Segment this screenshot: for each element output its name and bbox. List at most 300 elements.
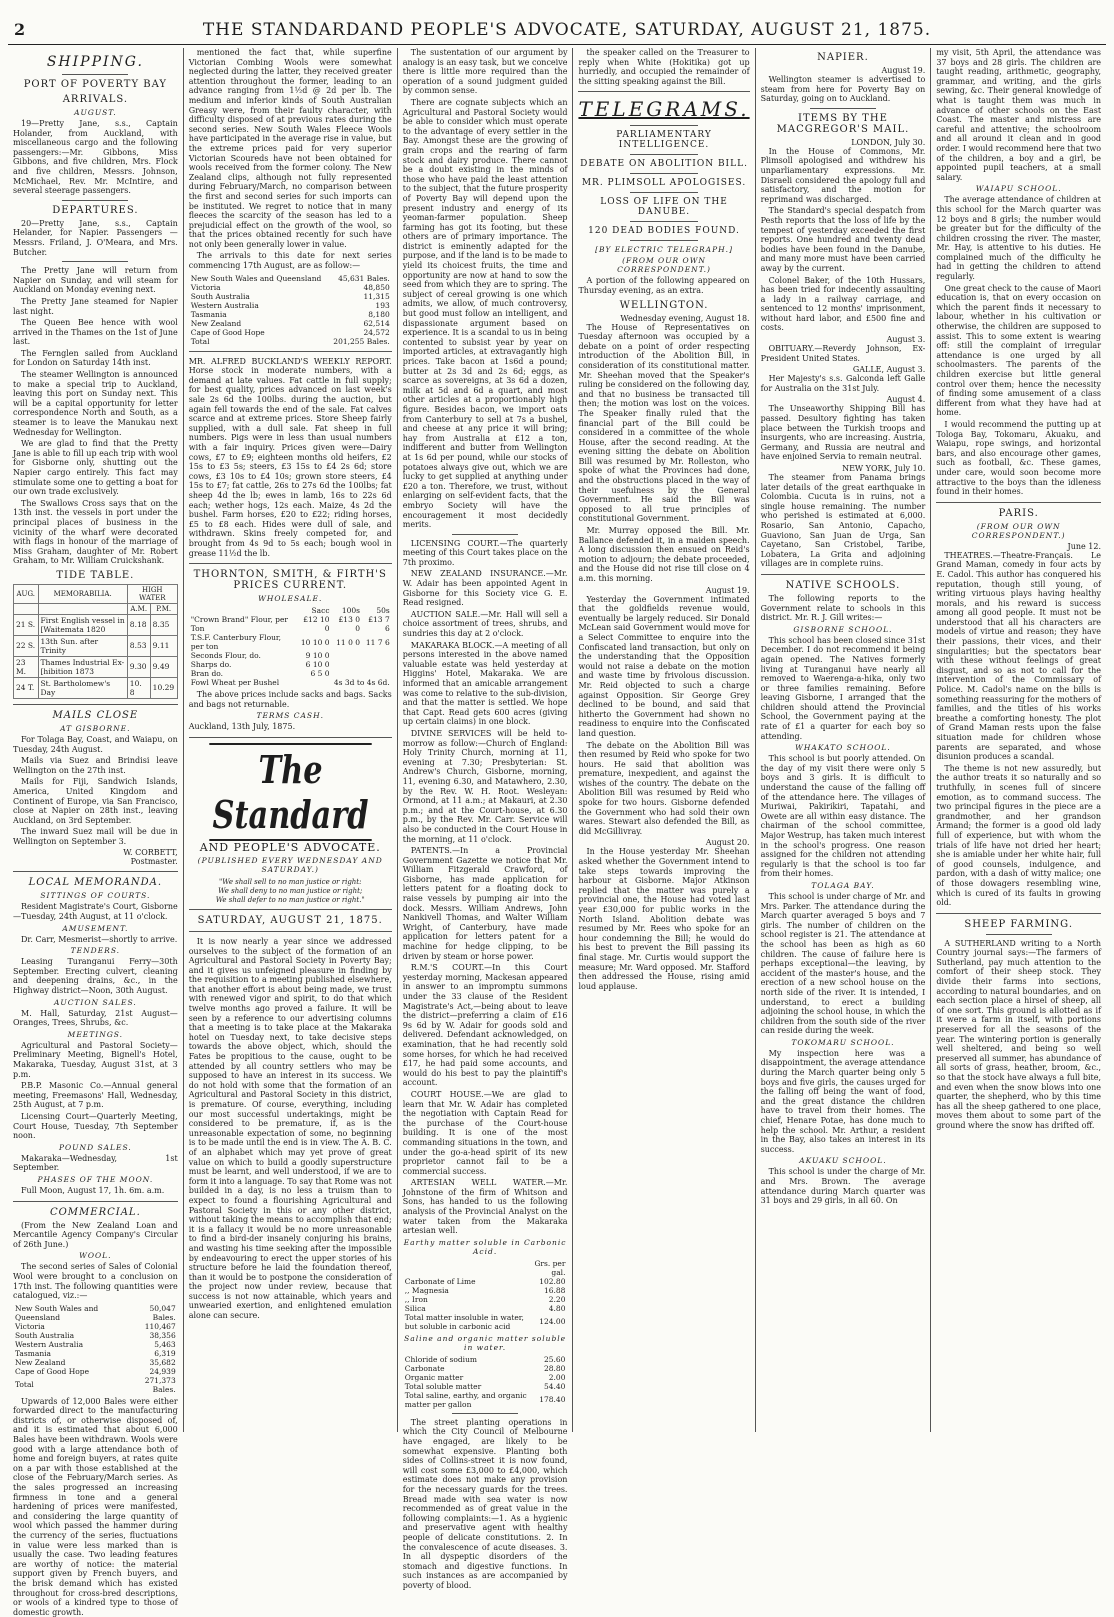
dateline: June 12. [1067,541,1102,551]
analysis-value: 2.00 [548,1372,566,1382]
price-cell: £12 10 0 [303,615,330,634]
stats-value: 45,631 Bales. [338,273,390,283]
stats-label: Western Australia [190,300,259,310]
analysis-value: 2.20 [548,1294,566,1304]
school-text: This school is but poorly attended. On the day of my visit there were only 5 boys and 3 girls. It is difficult to understand the cause of the falling off of the attendance here. The villages of Muriwai, Pakirikiri, Tapatahi, and Owete are all within easy distance. The chairman of the school committee, Major Westrup, has taken much interest in the school's progress. One reason assigned for the children not attending regularly is that the school is too far from their homes. [760,754,926,879]
motto-line: "We shall sell to no man justice or right: [218,877,362,886]
tide-table-heading: TIDE TABLE. [56,569,135,581]
analysis-label: Chloride of sodium [404,1354,478,1364]
local-news: PATENTS.—In a Provincial Government Gazette we notice that Mr. William Fitzgerald Crawford, of Gisborne, has made application for letters patent for a floating dock to raise vessels by pumping air into the dock. Messrs. William Andrews, John Nankivell Thomas, and Walter William Wright, of Canterbury, have made application for letters patent for a machine for hedge clipping, to be driven by steam or horse power. [402,846,568,961]
price-cell: Sharps do. [190,660,232,670]
items-text: Her Majesty's s.s. Galconda left Galle for Australia on the 31st July. [760,374,926,393]
divider [630,173,698,174]
price-cell [332,660,362,669]
flag-subtitle: AND PEOPLE'S ADVOCATE. [199,840,381,854]
commercial-heading: COMMERCIAL. [49,1206,141,1218]
divider [13,704,178,705]
table-row [13,1331,178,1340]
stats-label: Victoria [15,1321,45,1331]
from-correspondent: (FROM OUR OWN CORRESPONDENT.) [617,256,711,275]
column-3 [397,48,573,1590]
dateline: GALLE, August 3. [852,365,926,375]
divider [62,200,128,201]
divider [630,192,698,193]
analysis-value: 54.40 [543,1381,566,1391]
dateline: August 4. [886,395,926,405]
tide-cell: 24 T. [14,677,39,698]
divider [62,74,128,75]
school-text: I would recommend the putting up at Tologa Bay, Tokomaru, Akuaku, and Waiapu, rope swings, and horizontal bars, and also encourage other games, such as football, &c. These games, under care, would soon become more attractive to the boys than the idleness found in their homes. [936,419,1102,497]
price-cell: T.S.F. Canterbury Flour, per ton [190,633,282,652]
price-cell: 6 5 0 [310,669,330,679]
stats-value: 35,682 [149,1357,176,1367]
mails-heading: MAILS CLOSE [52,709,139,721]
school-heading: WAIAPU SCHOOL. [975,184,1062,194]
editorial-dateline: SATURDAY, AUGUST 21, 1875. [197,914,383,926]
table-row [403,1295,568,1304]
stats-label: Tasmania [190,309,227,319]
divider [936,913,1101,914]
column-5 [755,48,931,1432]
tenders-heading: TENDERS. [70,946,121,956]
telegram-headline: 120 DEAD BODIES FOUND. [588,226,740,237]
prices-note: The above prices include sacks and bags. Sacks and bags not returnable. [188,690,392,709]
school-heading: WHAKATO SCHOOL. [795,743,891,753]
arrivals-month: AUGUST. [74,108,117,117]
price-cell: 11 0 0 [336,637,361,647]
local-news: R.M.'S COURT.—In this Court yesterday morning, Mackesan appeared in answer to an impromptu summons under the 33 clause of the Resident Magistrate's Act,—being about to leave the district—preferring a claim of £16 9s 6d by W. Adair for goods sold and delivered. Defendant acknowledged, on examination, that he had recently sold some horses, for which he had received £17, he had paid some accounts, and would do his best to pay the plaintiff's account. [402,963,568,1088]
table-row [189,660,392,669]
divider [630,154,698,155]
auction-heading: AUCTION SALES. [53,997,137,1007]
table-row [13,1304,178,1322]
table-row [189,292,392,301]
divider [936,502,1101,503]
items-text: The steamer from Panama brings later details of the great earthquake in Colombia. Cucuta is in ruins, not a single house remaining. The number who perished is estimated at 6,000. Rosario, San Antonio, Capacho, Guaviono, San Juan de Urga, San Cayetano, San Cristobel, Taribe, Lobatera, La Grita and adjoining villages are in complete ruins. [760,473,926,569]
stats-label: South Australia [190,291,250,301]
table-row [189,319,392,328]
dateline: August 19. [881,66,926,75]
tide-cell: First English vessel in [Waitemata 1820 [38,614,127,635]
arrivals-intro: The arrivals to this date for next series commencing 17th August, are as follow:— [188,251,392,271]
port-heading: PORT OF POVERTY BAY [23,79,167,90]
price-cell [362,669,392,678]
prices-head [189,606,298,615]
mails-text: The inward Suez mail will be due in Wellington on September 3. [13,827,178,846]
stats-value: 193 [375,300,390,310]
items-text: OBITUARY.—Reverdy Johnson, Ex-President United States. [760,344,926,363]
stats-value: 48,850 [363,282,390,292]
school-heading: TOLAGA BAY. [811,880,875,890]
local-news: LICENSING COURT.—The quarterly meeting of this Court takes place on the 7th proximo. [402,538,568,567]
paris-text: The theme is not new assuredly, but the author treats it so naturally and so truthfully, in scenes full of sincere emotion, as to command success. The two principal figures in the piece are a grandmother, and her grandson Armand; the former is a good old lady full of experience, but with whom the trials of life have not dried her heart; she is amiable under her white hair, full of good counsels, indulgence, and pardon, with a dash of witty malice; one of those dowagers resembling wine, which is cured of its faults in growing old. [936,763,1102,908]
items-text: The Unseaworthy Shipping Bill has passed. Desultory fighting has taken place between the Turkish troops and insurgents, who are increasing. Austria, Germany, and Russia are neutral and have enjoined Servia to remain neutral. [760,404,926,462]
stats-label: New South Wales and Queensland [190,273,322,283]
amusement-heading: AMUSEMENT. [62,923,129,933]
table-row [189,301,392,310]
meetings-text: Agricultural and Pastoral Society—Preliminary Meeting, Bignell's Hotel, Makaraka, Tuesday, August 31st, at 3 p.m. [13,1040,178,1079]
paris-text: THEATRES.—Theatre-Français. Le Grand Maman, comedy in four acts by E. Cadol. This author has conquered his reputation, though still young, of writing virtuous plays having healthy morals, and his reward is success among all good people. It must not be understood that all his characters are models of virtue and reason; they have their passions, their vices, and their singularities; but the spectators bear with these without feelings of great disgust, and so as not to call for the intervention of the Commissary of Police. M. Cadol's name on the bills is something reassuring for the mothers of families, and the titles of his works breathe a comforting honesty. The plot of Grand Maman rests upon the false situation made for children whose parents are separated, and whose disunion produces a scandal. [936,550,1102,762]
local-memoranda-heading: LOCAL MEMORANDA. [28,877,163,889]
table-row [189,337,392,346]
divider [62,261,128,262]
analysis-table [403,1355,568,1409]
tide-cell: 8.53 [127,635,150,656]
newspaper-flag [189,743,392,874]
tide-cell: 8.18 [127,614,150,635]
divider [578,91,749,92]
page-number: 2 [14,20,26,39]
postmaster-title: Postmaster. [130,857,178,867]
table-row [13,1322,178,1331]
analysis-value: 124.00 [539,1317,566,1327]
analysis-label: Total matter insoluble in water, but soluble in carbonic acid [404,1312,524,1331]
price-cell [362,660,392,669]
sittings-text: Resident Magistrate's Court, Gisborne—Tuesday, 24th August, at 11 o'clock. [13,902,178,922]
table-row [189,310,392,319]
price-cell [332,651,362,660]
divider [189,737,392,738]
table-row [403,1286,568,1295]
column-1 [8,48,183,1617]
stats-value: 50,047 Bales. [149,1303,176,1322]
column-6 [930,48,1106,1432]
departures-text: 20—Pretty Jane, s.s., Captain Helander, for Napier. Passengers — Messrs. Friland, J. O'Meara, and Mrs. Butcher. [13,218,178,257]
arrivals-text: 19—Pretty Jane, s.s., Captain Holander, from Auckland, with miscellaneous cargo and the following passengers:—Mr. Gibbons, Miss Gibbons, and five children, Mrs. Flock and five children, Messrs. Johnson, McMichael, Rev. Mr. McIntire, and several steerage passengers. [13,119,178,196]
tide-col-aug: AUG. [14,584,39,603]
school-text: This school has been closed since 31st December. I do not recommend it being again opened. The Natives formerly living at Turanganui have nearly all removed to Waerenga-a-hika, only two or three families remaining. Before leaving Gisborne, I arranged that the children should attend the Provincial School, the Government paying at the rate of £1 a quarter for each boy so attending. [760,635,926,741]
telegrams-heading: TELEGRAMS. [578,97,750,122]
tide-cell: 10. 8 [127,677,150,698]
sheep-farming-heading: SHEEP FARMING. [964,918,1073,930]
tide-subhead-blank [14,603,39,614]
price-cell: Seconds Flour, do. [190,651,261,661]
divider [810,108,876,109]
divider [452,1413,518,1414]
prices-head: Sacc [311,606,330,616]
divider [189,563,392,564]
telegram-headline: LOSS OF LIFE ON THE DANUBE. [600,197,728,218]
amusement-text: Dr. Carr, Mesmerist—shortly to arrive. [21,934,178,944]
analysis-label: Total saline, earthy, and organic matter per gallon [404,1390,527,1409]
local-news: COURT HOUSE.—We are glad to learn that Mr. W. Adair has completed the negotiation with Captain Read for the purchase of the Court-house building. It is one of the most commanding situations in the town, and under the go-a-head spirit of its new proprietor cannot fail to be a commercial success. [402,1089,568,1176]
shipping-news-paragraph: We are glad to find that the Pretty Jane is able to fill up each trip with wool for Gisborne only, shutting out the Napier cargo entirely. This fact may stimulate some one to getting a boat for our own trade exclusively. [13,439,178,497]
stats-value: 6,319 [154,1348,176,1358]
price-cell: Fowl Wheat per Bushel [190,678,280,688]
analysis-label: Total soluble matter [404,1381,482,1391]
shipping-news-paragraph: The Pretty Jane steamed for Napier last night. [13,296,178,316]
tide-cell: St. Bartholomew's Day [38,677,127,698]
stats-total-value: 271,373 Bales. [144,1375,176,1394]
table-row [403,1391,568,1409]
stats-value: 8,180 [368,309,390,319]
items-text: Colonel Baker, of the 10th Hussars, has been tried for indecently assaulting a lady in a railway carriage, and sentenced to 12 months' imprisonment, without hard labor, and £500 fine and costs. [760,275,926,333]
divider [189,931,392,932]
by-telegraph: [BY ELECTRIC TELEGRAPH.] [595,245,733,255]
items-heading: ITEMS BY THE MACGREGOR'S MAIL. [776,112,910,135]
table-row [13,1376,178,1394]
table-row [13,1349,178,1358]
school-heading: AKUAKU SCHOOL. [799,1156,887,1166]
arrivals-stats-table [189,274,392,346]
table-row [403,1382,568,1391]
stats-value: 110,467 [144,1321,176,1331]
sittings-heading: SITTINGS OF COURTS. [40,891,151,901]
telegram-headline: MR. PLIMSOLL APOLOGISES. [581,178,747,189]
local-news: MAKARAKA BLOCK.—A meeting of all persons interested in the above named valuable estate was held yesterday at Higgins' Hotel, Makaraka. We are informed that an amicable arrangement was come to relative to the sub-division, and that the matter is settled. We hope that Capt. Read gets 600 acres (giving up certain claims) in one block. [402,640,568,727]
table-row [189,651,392,660]
analysis-label: Silica [404,1303,426,1313]
mails-text: For Tolaga Bay, Coast, and Waiapu, on Tuesday, 24th August. [13,734,178,754]
table-row [13,1367,178,1376]
shipping-news-paragraph: The Fernglen sailed from Auckland for London on Saturday 14th inst. [13,348,178,368]
shipping-news-paragraph: The Queen Bee hence with wool arrived in the Thames on the 1st of June last. [13,318,178,347]
shipping-news-paragraph: The steamer Wellington is announced to make a special trip to Auckland, leaving this port on Sunday next. This will be a capital opportunity for letter correspondence North and South, as a steamer is to leave the Manukau next Wednesday for Wellington. [13,370,178,437]
table-row [189,633,392,651]
stats-label: New Zealand [15,1357,66,1367]
stats-value: 38,356 [149,1330,176,1340]
table-row [403,1355,568,1364]
analysis-label: Organic matter [404,1372,464,1382]
table-row [189,669,392,678]
table-row [403,1277,568,1286]
prices-table [189,606,392,687]
school-text: One great check to the cause of Maori education is, that on every occasion on which the parent finds it necessary to labour, whether in his cultivation or otherwise, the children are supposed to assist. This to some extent is wearing off: still the complaint of irregular attendance is one urged by all schoolmasters. The parents of the children exercise but little general control over them; hence the necessity of finding some amusement of a class different from what they have had at home. [936,283,1102,418]
table-row [14,677,178,698]
wellington-heading: WELLINGTON. [619,299,709,311]
auction-text: M. Hall, Saturday, 21st August—Oranges, Trees, Shrubs, &c. [13,1008,178,1028]
table-row [403,1259,568,1277]
pound-heading: POUND SALES. [58,1142,132,1152]
stats-value: 5,463 [154,1339,176,1349]
report-text: Horse stock in moderate numbers, with a demand at late values. Fat cattle in full supply; for best quality, prices advanced on last week's sale 2s 6d the 100lbs. during the auction, but again fell towards the end of the sale. Fat calves scarce and at extreme prices. Store Sheep fairly supplied, with a dull sale. Fat sheep in full numbers. Pigs were in less than usual numbers with a fair inquiry. Prices given were—Dairy cows, £7 to £9; eighteen months old heifers, £2 15s to £3 5s; steers, £3 15s to £4 2s 6d; store cows, £3 10s to £4 10s; grown store steers, £4 15s to £7; fat cattle, 26s to 27s 6d the 100lbs; fat sheep 4d the lb; ewes in lamb, 16s to 22s 6d each; wether hogs, 12s each. Maize, 4s 2d the bushel. Farm horses, £20 to £22; riding horses, £5 to £8 each. Hides were dull of sale, and withdrawn. Skins freely competed for, and brought from 4s 9d to 5s each; bough wool in grease 11½d the lb. [188,366,392,558]
tide-cell: 13th Sun. after Trinity [38,635,127,656]
stats-total-value: 201,255 Bales. [333,336,390,346]
paris-heading: PARIS. [998,507,1039,519]
stats-total-label: Total [190,336,210,346]
divider [189,351,392,352]
stats-label: South Australia [15,1330,75,1340]
stats-value: 11,315 [363,291,390,301]
editorial-continued: There are cognate subjects which an Agricultural and Pastoral Society would be able to consider which must operate to the advantage of every settler in the Bay. Amongst these are the growing of grain crops and the rearing of farm stock and dairy produce. There cannot be a doubt existing in the minds of those who have paid the least attention to the subject, that the future prosperity of Poverty Bay will depend upon the present industry and energy of its yeoman-farmer population. Sheep farming has got its footing, but these others are of primary importance. The district is eminently adapted for the purpose, and if the land is to be made to yield its choicest fruits, the time and opportunity are now at hand to sow the seed from which they are to spring. The subject of cereal growing is one which admits, we allow, of much controversy, but good must follow an intelligent, and dispassionate argument based on experience. It is a scandal to us in being contented to subsist year by year on imported articles, at extravagantly high prices. Take bacon at 1s6d a pound; butter at 2s 3d and 2s 6d; eggs, as scarce as sovereigns, at 3s 6d a dozen, milk at 5d and 6d a quart, and most other articles at a proportionably high figure. Besides bacon, we import oats from Canterbury to sell at 7s a bushel, and cheese at any price it will bring; hay from Australia at £12 a ton, indifferent and butter from Wellington at 1s 6d per pound, while our stocks of potatoes always give out, which we are lucky to get supplied at anything under £20 a ton. Therefore, we trust, without enlarging on self-evident facts, that the embryo Society will have the encouragement it most decidedly merits. [402,97,568,530]
table-row [189,283,392,292]
wool-text: Upwards of 12,000 Bales were either forwarded direct to the manufacturing districts of, or otherwise disposed of, and it is estimated that about 6,000 Bales have been withdrawn. Wools were good with a large attendance both of home and foreign buyers, at rates quite on a par with those established at the close of the February/March series. As the sales progressed an increasing firmness in tone and a general hardening of prices were manifested, and considering the large quantity of wool which passed the hammer during the currency of the series, fluctuations in value were less marked than is usually the case. Two leading features are worthy of notice: the material support given by French buyers, and the brisk demand which has existed throughout for cross-bred descriptions, or wools of a kindred type to those of domestic growth. [13,1396,178,1617]
price-cell: Bran do. [190,669,224,679]
motto-line: We shall deny to no man justice or right; [218,886,363,895]
prices-head: 100s [341,606,361,616]
tide-cell: 9.30 [127,656,150,677]
tide-cell: 9.49 [150,656,177,677]
commercial-intro: (From the New Zealand Loan and Mercantile Agency Company's Circular of 26th June.) [13,1220,178,1249]
flag-name: The Standard [209,743,371,841]
telegram-headline: PARLIAMENTARY INTELLIGENCE. [616,130,712,151]
analysis-unit: Grs. per gal. [534,1258,566,1277]
napier-text: Wellington steamer is advertised to steam from here for Poverty Bay on Saturday, going on to Auckland. [760,75,926,104]
masthead-title: THE STANDARDAND PEOPLE'S ADVOCATE, SATURDAY, AUGUST 21, 1875. [202,20,932,40]
school-text: This school is under the charge of Mr. and Mrs. Brown. The average attendance during March quarter was 31 boys and 29 girls, in all 60. On [760,1167,926,1206]
column-2 [183,48,397,1432]
mails-text: Mails via Suez and Brindisi leave Wellington on the 27th inst. [13,756,178,775]
table-row [403,1304,568,1313]
pound-text: Makaraka—Wednesday, 1st September. [13,1153,178,1173]
tide-cell: 9.11 [150,635,177,656]
telegram-text: The debate on the Abolition Bill was then resumed by Reid who spoke for two hours. He said that abolition was premature, inexpedient, and against the wishes of the country. The debate on the Abolition Bill was resumed by Reid who spoke for two hours. Gisborne defended the Government who had sold their own wares. Stewart also defended the Bill, as did McGillivray. [578,740,750,836]
tide-col-high-water: HIGH WATER [127,584,177,603]
portion-note: A portion of the following appeared on Thursday evening, as an extra. [578,276,750,295]
tide-cell: Thames Industrial Ex- [hibition 1873 [38,656,127,677]
analysis-value: 16.88 [543,1285,566,1295]
dateline: August 3. [886,335,926,345]
weekly-report [189,357,392,558]
school-text: The average attendance of children at this school for the March quarter was 12 boys and 8 girls; the number would be greater but for the difficulty of the children crossing the river. The master, Mr. Hay, is attentive to his duties. He complained much of the difficulty he had in getting the children to attend regularly. [936,195,1102,282]
departures-heading: DEPARTURES. [52,204,139,216]
table-row [403,1373,568,1382]
tide-col-memorabilia: MEMORABILIA. [38,584,127,603]
price-cell: 4s 3d to 4s 6d. [333,678,390,688]
analysis-value: 28.80 [543,1363,566,1373]
tide-cell: 22 S. [14,635,39,656]
dateline: August 20. [705,838,750,848]
phases-heading: PHASES OF THE MOON. [37,1174,154,1184]
items-text: In the House of Commons, Mr. Plimsoll apologised and withdrew his unparliamentary expressions. Mr. Disraeli considered the apology full and satisfactory, and the motion for reprimand was discharged. [760,146,926,204]
tide-subhead-blank [38,603,127,614]
report-title: MR. ALFRED BUCKLAND'S WEEKLY REPORT. [188,356,392,366]
meetings-heading: MEETINGS. [67,1029,124,1039]
meetings-text: P.B.P. Masonic Co.—Annual general meeting, Freemasons' Hall, Wednesday, 25th August, at 7 p.m. [13,1081,178,1110]
phases-text: Full Moon, August 17, 1h. 6m. a.m. [21,1185,165,1195]
tide-cell: 21 S. [14,614,39,635]
divider [630,125,698,126]
divider [630,240,698,241]
stats-label: New South Wales and Queensland [15,1303,99,1322]
tide-cell: 8.35 [150,614,177,635]
analysis-value: 4.80 [548,1303,566,1313]
table-row [403,1313,568,1331]
dateline: Wednesday evening, August 18. [620,313,750,323]
analysis-value: 25.60 [543,1354,566,1364]
stats-total-label: Total [15,1380,34,1390]
prices-heading: THORNTON, SMITH, & FIRTH'S PRICES CURRENT. [193,569,387,592]
table-row [189,678,392,687]
tide-col-am: A.M. [127,603,150,614]
wholesale-heading: WHOLESALE. [258,594,323,604]
prices-date: Auckland, 13th July, 1875. [188,722,296,732]
telegram-text: The House of Representatives on Tuesday afternoon was occupied by a debate on a point of order respecting introduction of the Abolition Bill, in consideration of its constitutional matter. Mr. Sheehan moved that the Speaker's ruling be considered on the following day, and that no business be transacted till then; the motion was lost on the voices. The Speaker finally ruled that the financial part of the Bill could be considered in a committee of the whole House, after the second reading. At the evening sitting the debate on Abolition Bill was resumed by Mr. Rolleston, who spoke of what the Provinces had done, and the obstructions placed in the way of their usefulness by the General Government. He said the Bill was opposed to all true principles of constitutional Government. [578,322,750,524]
shipping-heading: SHIPPING. [46,54,144,70]
native-intro: The following reports to the Government relate to schools in this district. Mr. R. J. Gill writes:— [760,593,926,623]
telegram-text: Yesterday the Government intimated that the goldfields revenue would, eventually be largely reduced. Sir Donald McLean said Government would move for a Select Committee to enquire into the Confiscated land transaction, but only on the understanding that the Opposition would not raise a debate on the motion and waste time by frivolous discussion. Mr. Reid objected to such a charge against Opposition. Sir George Grey declined to be bound, and said that hitherto the Government had shown no readiness to enquire into the Confiscated land question. [578,594,750,738]
analysis-heading: Earthy matter soluble in Carbonic Acid. [403,1237,567,1256]
mails-subheading: AT GISBORNE. [60,723,131,733]
stats-value: 24,939 [149,1366,176,1376]
analysis-label [403,1259,528,1277]
editorial-continued: The sustentation of our argument by analogy is an easy task, but we conceive there is little more required than the operation of a sound judgment guided by common sense. [402,48,568,96]
local-news: NEW ZEALAND INSURANCE.—Mr. W. Adair has been appointed Agent in Gisborne for this Society vice G. E. Read resigned. [402,569,568,608]
flag-publication: (PUBLISHED EVERY WEDNESDAY AND SATURDAY.) [197,855,383,874]
divider [452,534,518,535]
prices-head: 50s [376,606,390,616]
meetings-text: Licensing Court—Quarterly Meeting, Court House, Tuesday, 7th September noon. [13,1111,178,1141]
stats-value: 62,514 [363,318,390,328]
divider [13,871,178,872]
price-cell: £13 7 6 [368,615,390,634]
sheep-text: A SUTHERLAND writing to a North Country journal says:—The farmers of Sutherland, pay much attention to the comfort of their sheep stock. They divide their farms into sections, according to natural boundaries, and on each section place a hirsel of sheep, all of one sort. This ground is allotted as if it were a farm in itself, with portions preserved for all the seasons of the year. The wintering portion is generally well sheltered, and being so well preserved all summer, has abundance of all sorts of grass, heather, broom, &c., so that the stock have always a full bite, and even when the snow blows into one quarter, the shepherd, who by this time has all the sheep gathered to one place, moves them about to some part of the ground where the snow has drifted off. [936,938,1102,1130]
stats-label: Tasmania [15,1348,52,1358]
school-heading: GISBORNE SCHOOL. [793,624,893,634]
local-news: AUCTION SALE.—Mr. Hall will sell a choice assortment of trees, shrubs, and sundries this day at 2 o'clock. [402,609,568,639]
tide-cell: 23 M. [14,656,39,677]
mails-text: Mails for Fiji, Sandwich Islands, America, United Kingdom and Continent of Europe, via San Francisco, close at Napier on 28th inst., leaving Auckland, on 3rd September. [13,777,178,825]
tide-table [13,584,178,699]
tide-cell: 10.29 [150,677,177,698]
analysis-table [403,1259,568,1331]
wool-intro: The second series of Sales of Colonial Wool were brought to a conclusion on 17th inst. The following quantities were catalogued, viz.:— [13,1262,178,1301]
wool-heading: WOOL. [79,1251,112,1261]
school-text: This school is under charge of Mr. and Mrs. Parker. The attendance during the March quarter averaged 5 boys and 7 girls. The number of children on the school register is 21. The attendance at the school has been as high as 60 children. The cause of failure here is perhaps exceptional—the leaving, by accident of the master's house, and the erection of a new school house on the north side of the river. It is intended, I understand, to erect a building adjoining the school house, in which the children from the south side of the river can reside during the week. [760,891,926,1036]
telegram-text: Mr. Murray opposed the Bill. Mr. Ballance defended it, in a maiden speech. A long discussion then ensued on Reid's motion to adjourn; the debate proceeded, and the House did not rise till close on 4 a.m. this morning. [578,526,750,583]
editorial-text: It is now nearly a year since we addressed ourselves to the subject of the formation of an Agricultural and Pastoral Society in Poverty Bay; and it gives us unfeigned pleasure in finding by the requisition to a meeting published elsewhere, that another effort is about being made, we trust with renewed vigor and spirit, to do that which twelve months ago proved a failure. It will be seen by a reference to our advertising columns that a meeting is to take place at the Makaraka hotel on Tuesday next, to take decisive steps towards the above object, which, should the Fates be propitious to the cause, ought to be attended by all country settlers who may be supposed to have an interest in its success. We do not hold with some that the formation of an Agricultural and Pastoral Society in this district, is premature. Of course, everything, including our most successful undertakings, might be considered to be premature, if, as is the unreasonable expectation of some, no beginning is to be made until the end is in view. The A. B. C. of an alphabet which may yet prove of great value on which to build a goodly superstructure must be learnt, and well understood, if we are to form it into a language. To say that Rome was not builded in a day, is no less a truism than to expect to found a flourishing Agricultural and Pastoral Society in this or any other district, without taking the means to accomplish that end; it is a fallacy it would be no more unreasonable to find a bird-der insanely conjuring his brains, and wasting his time seeking after the impossible by endeavouring to erect the upper stories of his structure before he laid the foundation thereof, than it would be to postpone the consideration of the project now under review, because that success is not now attainable, which years and unwearied exertion, and enlightened emulation alone can secure. [188,936,392,1321]
table-row [13,1358,178,1367]
analysis-label: ,, Iron [404,1294,428,1304]
tenders-text: Leasing Turanganui Ferry—30th September. Erecting culvert, cleaning and deepening drains, &c., in the Highway district—Noon, 30th August. [13,957,178,996]
dateline: NEW YORK, July 10. [842,464,926,473]
stats-label: Western Australia [15,1339,84,1349]
native-schools-heading: NATIVE SCHOOLS. [785,579,901,591]
local-news: DIVINE SERVICES will be held to-morrow as follow:—Church of England: Holy Trinity Church, morning at 11, evening at 7.30; Presbyterian: St. Andrew's Church, Gisborne, morning, 11, evening 6.30, and Matawhero, 2.30, by the Rev. W. H. Root. Wesleyan: Ormond, at 11 a.m.; at Makauri, at 2.30 p.m.; and at the Court-house, at 6.30 p.m., by the Rev. Mr. Carr. Service will also be conducted in the Court House in the morning, at 11 o'clock. [402,728,568,844]
telegram-text: In the House yesterday Mr. Sheehan asked whether the Government intend to take steps towards improving the harbour at Gisborne. Major Atkinson replied that the matter was purely a provincial one, the House had voted last year £30,000 for public works in the North Island. Abolition debate was resumed by Mr. Rees who spoke for an hour condemning the Bill; he would do his best to prevent the Bill passing its final stage. Mr. Curtis would support the measure; Mr. Ward opposed. Mr. Stafford then addressed the House, rising amid loud applause. [578,847,750,991]
analysis-label: ,, Magnesia [404,1285,449,1295]
masthead [0,0,1114,46]
dateline: August 19. [705,585,750,595]
price-cell: 9 10 0 [305,651,330,661]
wool-continued: mentioned the fact that, while superfine Victorian Combing Wools were somewhat neglected during the latter, they received greater attention throughout the former, leading to an advance ranging from 1½d @ 2d per lb. The medium and inferior kinds of South Australian Greasy were, from their faulty character, with difficulty disposed of at previous rates during the second series. New South Wales Fleece Wools have participated in the average rise in value, but the extreme prices paid for very superior Victorian Scoureds have not been obtained for wools received from the former colony. The New Zealand clips, although not fully represented during February/March, no comparison between the first and second series for such imports can be instituted. We regret to notice that in many fleeces the scarcity of the season has led to a prejudicial effect on the growth of the wool, so that the prices obtained recently for such have not only been generally lower in value. [188,48,392,249]
price-cell [332,669,362,678]
price-cell: 6 10 0 [305,660,330,670]
divider [761,574,926,575]
stats-value: 24,572 [363,327,390,337]
table-row [189,274,392,283]
price-cell: 11 7 6 [365,637,390,647]
napier-heading: NAPIER. [817,52,869,63]
price-cell: 10 10 0 [300,637,330,647]
analysis-heading: Saline and organic matter soluble in water. [404,1333,567,1352]
analysis-value: 102.80 [539,1276,566,1286]
table-row [14,635,178,656]
masthead-rule [8,44,1106,45]
from-correspondent: (FROM OUR OWN CORRESPONDENT.) [971,521,1066,540]
column-4 [572,48,754,1432]
divider [13,1201,178,1202]
dateline: LONDON, July 30. [851,137,926,147]
wool-stats-table [13,1304,178,1394]
telegram-headline: DEBATE ON ABOLITION BILL. [580,159,748,170]
school-heading: TOKOMARU SCHOOL. [791,1037,895,1047]
tide-col-pm: P.M. [150,603,177,614]
local-news: ARTESIAN WELL WATER.—Mr. Johnstone of the firm of Whitson and Sons, has handed to us the following analysis of the Provincial Analyst on the water taken from the Makaraka artesian well. [402,1178,568,1236]
price-cell [362,651,392,660]
table-row [189,606,392,615]
closing-news: The street planting operations in which the City Council of Melbourne have engaged, are likely to be somewhat expensive. Planting both sides of Collins-street it is now found, will cost some £3,000 to £4,000, which estimate does not make any provision for the necessary guards for the trees. Bread made with sea water is now recommended as of great value in the following complaints:—1. As a hygienic and preservative agent with healthy people of delicate constitutions. 2. In the convalescence of acute diseases. 3. In all dyspeptic disorders of the stomach and digestive functions. In such instances as are accompanied by poverty of blood. [402,1417,568,1590]
shipping-news-paragraph: The Swallows Cross says that on the 13th inst. the vessels in port under the principal places of business in the vicinity of the wharf were decorated with flags in honour of the marriage of Miss Graham, daughter of Mr. Robert Graham, to Mr. William Cruickshank. [13,498,178,566]
table-row [189,328,392,337]
shipping-news-paragraph: The Pretty Jane will return from Napier on Sunday, and will steam for Auckland on Monday evening next. [13,266,178,295]
stats-label: Cape of Good Hope [15,1366,90,1376]
analysis-label: Carbonate of Lime [404,1276,476,1286]
stats-label: New Zealand [190,318,242,328]
columns [8,48,1106,1617]
prices-terms: TERMS CASH. [256,711,324,721]
divider [630,221,698,222]
